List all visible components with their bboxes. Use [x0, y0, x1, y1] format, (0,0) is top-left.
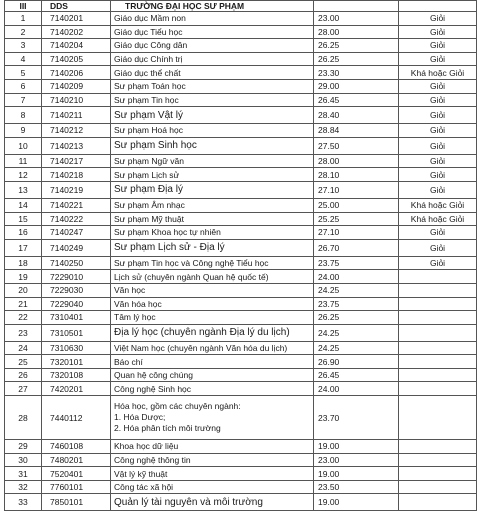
requirement-cell: Giỏi — [399, 25, 477, 39]
major-name-cell: Sư phạm Vật lý — [111, 107, 314, 124]
major-name-cell: Quản lý tài nguyên và môi trường — [111, 494, 314, 511]
major-code-cell: 7140219 — [42, 181, 111, 198]
requirement-cell: Giỏi — [399, 79, 477, 93]
table-row — [5, 341, 477, 355]
requirement-cell: Giỏi — [399, 168, 477, 182]
row-number-cell: 19 — [5, 270, 42, 284]
table-row — [5, 137, 477, 154]
row-number-cell: 6 — [5, 79, 42, 93]
major-name-cell: Vật lý kỹ thuật — [111, 467, 314, 481]
major-name-cell: Sư phạm Địa lý — [111, 181, 314, 198]
requirement-cell: Khá hoặc Giỏi — [399, 66, 477, 80]
major-name-line: Hóa học, gồm các chuyên ngành: — [114, 401, 241, 412]
table-row — [5, 52, 477, 66]
requirement-cell: Giỏi — [399, 239, 477, 256]
cutoff-score-cell: 28.00 — [314, 154, 399, 168]
major-name-cell: Việt Nam học (chuyên ngành Văn hóa du lịch) — [111, 341, 314, 355]
row-number-cell: 21 — [5, 297, 42, 311]
cutoff-score-cell: 19.00 — [314, 494, 399, 511]
table-row — [5, 12, 477, 26]
requirement-cell — [399, 324, 477, 341]
table-row — [5, 368, 477, 382]
major-name-cell: Văn học — [111, 283, 314, 297]
cutoff-score-cell: 23.75 — [314, 297, 399, 311]
cutoff-score-cell: 29.00 — [314, 79, 399, 93]
major-name-cell: Sư phạm Khoa học tự nhiên — [111, 226, 314, 240]
cutoff-score-cell: 25.00 — [314, 198, 399, 212]
major-name-cell: Giáo dục Mầm non — [111, 12, 314, 26]
major-name-cell: Sư phạm Sinh học — [111, 137, 314, 154]
table-header-row — [5, 1, 477, 12]
row-number-cell: 17 — [5, 239, 42, 256]
row-number-cell: 23 — [5, 324, 42, 341]
requirement-cell: Khá hoặc Giỏi — [399, 212, 477, 226]
table-row — [5, 480, 477, 494]
table-row — [5, 39, 477, 53]
major-name-cell: Công tác xã hội — [111, 480, 314, 494]
major-name-cell: Giáo dục Chính trị — [111, 52, 314, 66]
major-name-cell: Giáo dục thể chất — [111, 66, 314, 80]
major-name-cell: Sư phạm Hoá học — [111, 124, 314, 138]
major-code-cell: 7140217 — [42, 154, 111, 168]
major-name-cell: Sư phạm Lịch sử — [111, 168, 314, 182]
major-code-cell: 7310630 — [42, 341, 111, 355]
row-number-cell: 11 — [5, 154, 42, 168]
row-number-cell: 32 — [5, 480, 42, 494]
major-name-cell: Sư phạm Mỹ thuật — [111, 212, 314, 226]
table-row — [5, 324, 477, 341]
cutoff-score-cell: 23.70 — [314, 396, 399, 440]
requirement-cell: Giỏi — [399, 52, 477, 66]
cutoff-score-cell: 24.00 — [314, 270, 399, 284]
major-code-cell: 7140206 — [42, 66, 111, 80]
cutoff-score-cell: 19.00 — [314, 440, 399, 454]
row-number-cell: 8 — [5, 107, 42, 124]
table-row — [5, 239, 477, 256]
major-code-cell: 7140222 — [42, 212, 111, 226]
row-number-header: III — [5, 1, 42, 12]
requirement-cell: Giỏi — [399, 137, 477, 154]
major-name-cell: Sư phạm Tin học và Công nghệ Tiểu học — [111, 256, 314, 270]
major-code-cell: 7140250 — [42, 256, 111, 270]
cutoff-score-cell: 26.25 — [314, 311, 399, 325]
major-code-cell: 7320101 — [42, 355, 111, 369]
row-number-cell: 27 — [5, 382, 42, 396]
major-name-cell: Báo chí — [111, 355, 314, 369]
requirement-cell — [399, 297, 477, 311]
cutoff-score-cell: 24.25 — [314, 324, 399, 341]
major-code-cell: 7480201 — [42, 453, 111, 467]
table-row — [5, 66, 477, 80]
major-code-cell: 7760101 — [42, 480, 111, 494]
row-number-cell: 3 — [5, 39, 42, 53]
major-code-cell: 7520401 — [42, 467, 111, 481]
major-name-header: TRƯỜNG ĐẠI HỌC SƯ PHẠM — [111, 1, 314, 12]
major-name-cell: Sư phạm Toán học — [111, 79, 314, 93]
requirement-cell: Giỏi — [399, 154, 477, 168]
major-name-cell: Địa lý học (chuyên ngành Địa lý du lịch) — [111, 324, 314, 341]
major-code-cell: 7229010 — [42, 270, 111, 284]
row-number-cell: 1 — [5, 12, 42, 26]
cutoff-score-cell: 24.00 — [314, 382, 399, 396]
requirement-cell: Giỏi — [399, 181, 477, 198]
row-number-cell: 14 — [5, 198, 42, 212]
requirement-cell: Giỏi — [399, 93, 477, 107]
table-row — [5, 355, 477, 369]
major-name-cell: Tâm lý học — [111, 311, 314, 325]
requirement-cell: Giỏi — [399, 39, 477, 53]
cutoff-score-cell: 27.10 — [314, 226, 399, 240]
major-code-cell: 7229030 — [42, 283, 111, 297]
cutoff-score-cell: 27.50 — [314, 137, 399, 154]
cutoff-score-cell: 25.25 — [314, 212, 399, 226]
major-code-cell: 7310501 — [42, 324, 111, 341]
row-number-cell: 31 — [5, 467, 42, 481]
requirement-cell: Giỏi — [399, 226, 477, 240]
requirement-cell — [399, 440, 477, 454]
row-number-cell: 16 — [5, 226, 42, 240]
cutoff-score-cell: 24.25 — [314, 283, 399, 297]
table-row — [5, 311, 477, 325]
table-body — [5, 1, 477, 511]
cutoff-score-cell: 26.45 — [314, 368, 399, 382]
major-code-cell: 7850101 — [42, 494, 111, 511]
table-row — [5, 93, 477, 107]
table-row — [5, 124, 477, 138]
major-code-header: DDS — [42, 1, 111, 12]
major-code-cell: 7140221 — [42, 198, 111, 212]
cutoff-score-cell: 26.25 — [314, 52, 399, 66]
requirement-cell — [399, 467, 477, 481]
cutoff-score-cell: 23.00 — [314, 453, 399, 467]
row-number-cell: 2 — [5, 25, 42, 39]
major-name-cell: Quan hệ công chúng — [111, 368, 314, 382]
major-code-cell: 7140211 — [42, 107, 111, 124]
table-row — [5, 107, 477, 124]
requirement-cell — [399, 368, 477, 382]
major-code-cell: 7140249 — [42, 239, 111, 256]
cutoff-score-cell: 28.10 — [314, 168, 399, 182]
row-number-cell: 24 — [5, 341, 42, 355]
major-code-cell: 7310401 — [42, 311, 111, 325]
major-code-cell: 7140212 — [42, 124, 111, 138]
requirement-cell: Giỏi — [399, 107, 477, 124]
major-code-cell: 7140202 — [42, 25, 111, 39]
requirement-cell — [399, 355, 477, 369]
row-number-cell: 18 — [5, 256, 42, 270]
requirement-cell: Khá hoặc Giỏi — [399, 198, 477, 212]
major-code-cell: 7140201 — [42, 12, 111, 26]
major-code-cell: 7140205 — [42, 52, 111, 66]
table-row — [5, 212, 477, 226]
cutoff-score-cell: 23.30 — [314, 66, 399, 80]
major-name-cell — [111, 396, 314, 440]
row-number-cell: 5 — [5, 66, 42, 80]
table-row — [5, 283, 477, 297]
cutoff-score-cell: 24.25 — [314, 341, 399, 355]
major-name-cell: Sư phạm Ngữ văn — [111, 154, 314, 168]
major-name-cell: Giáo dục Công dân — [111, 39, 314, 53]
major-code-cell: 7140213 — [42, 137, 111, 154]
admission-scores-table — [4, 0, 477, 511]
major-name-cell: Công nghệ Sinh học — [111, 382, 314, 396]
major-code-cell: 7420201 — [42, 382, 111, 396]
requirement-cell — [399, 453, 477, 467]
row-number-cell: 26 — [5, 368, 42, 382]
row-number-cell: 28 — [5, 396, 42, 440]
major-code-cell: 7140218 — [42, 168, 111, 182]
row-number-cell: 13 — [5, 181, 42, 198]
major-code-cell: 7460108 — [42, 440, 111, 454]
cutoff-score-cell: 26.25 — [314, 39, 399, 53]
major-name-cell: Công nghệ thông tin — [111, 453, 314, 467]
row-number-cell: 15 — [5, 212, 42, 226]
table-row — [5, 467, 477, 481]
requirement-cell: Giỏi — [399, 12, 477, 26]
requirement-cell: Giỏi — [399, 256, 477, 270]
table-row — [5, 198, 477, 212]
row-number-cell: 12 — [5, 168, 42, 182]
requirement-cell — [399, 341, 477, 355]
table-row — [5, 396, 477, 440]
cutoff-score-cell: 23.50 — [314, 480, 399, 494]
requirement-cell — [399, 480, 477, 494]
cutoff-score-cell: 19.00 — [314, 467, 399, 481]
requirement-cell — [399, 283, 477, 297]
table-row — [5, 154, 477, 168]
requirement-cell: Giỏi — [399, 124, 477, 138]
table-row — [5, 453, 477, 467]
requirement-cell — [399, 311, 477, 325]
major-code-cell: 7140210 — [42, 93, 111, 107]
row-number-cell: 33 — [5, 494, 42, 511]
major-code-cell: 7229040 — [42, 297, 111, 311]
table-row — [5, 181, 477, 198]
table-row — [5, 256, 477, 270]
cutoff-score-cell: 23.75 — [314, 256, 399, 270]
requirement-cell — [399, 494, 477, 511]
major-name-cell: Văn hóa học — [111, 297, 314, 311]
major-name-cell: Sư phạm Âm nhạc — [111, 198, 314, 212]
row-number-cell: 29 — [5, 440, 42, 454]
requirement-cell — [399, 270, 477, 284]
major-code-cell: 7140209 — [42, 79, 111, 93]
table-row — [5, 494, 477, 511]
major-name-line: 1. Hóa Dược; — [114, 412, 166, 423]
cutoff-score-cell: 27.10 — [314, 181, 399, 198]
row-number-cell: 9 — [5, 124, 42, 138]
table-row — [5, 440, 477, 454]
major-code-cell: 7140247 — [42, 226, 111, 240]
cutoff-score-cell: 28.40 — [314, 107, 399, 124]
cutoff-score-cell: 28.00 — [314, 25, 399, 39]
major-name-line: 2. Hóa phân tích môi trường — [114, 423, 221, 434]
table-row — [5, 79, 477, 93]
row-number-cell: 22 — [5, 311, 42, 325]
cutoff-score-cell: 23.00 — [314, 12, 399, 26]
cutoff-score-cell: 26.90 — [314, 355, 399, 369]
major-code-cell: 7320108 — [42, 368, 111, 382]
major-code-cell: 7440112 — [42, 396, 111, 440]
table-row — [5, 297, 477, 311]
cutoff-score-header — [314, 1, 399, 12]
cutoff-score-cell: 26.45 — [314, 93, 399, 107]
table-row — [5, 270, 477, 284]
cutoff-score-cell: 26.70 — [314, 239, 399, 256]
major-name-cell: Khoa học dữ liệu — [111, 440, 314, 454]
requirement-cell — [399, 396, 477, 440]
row-number-cell: 20 — [5, 283, 42, 297]
major-name-cell: Giáo dục Tiểu học — [111, 25, 314, 39]
row-number-cell: 4 — [5, 52, 42, 66]
major-code-cell: 7140204 — [42, 39, 111, 53]
cutoff-score-cell: 28.84 — [314, 124, 399, 138]
major-name-cell: Lịch sử (chuyên ngành Quan hệ quốc tế) — [111, 270, 314, 284]
row-number-cell: 25 — [5, 355, 42, 369]
major-name-cell: Sư phạm Tin học — [111, 93, 314, 107]
row-number-cell: 30 — [5, 453, 42, 467]
table-row — [5, 226, 477, 240]
row-number-cell: 10 — [5, 137, 42, 154]
requirement-header — [399, 1, 477, 12]
row-number-cell: 7 — [5, 93, 42, 107]
requirement-cell — [399, 382, 477, 396]
major-name-cell: Sư phạm Lịch sử - Địa lý — [111, 239, 314, 256]
table-row — [5, 382, 477, 396]
table-row — [5, 25, 477, 39]
table-row — [5, 168, 477, 182]
